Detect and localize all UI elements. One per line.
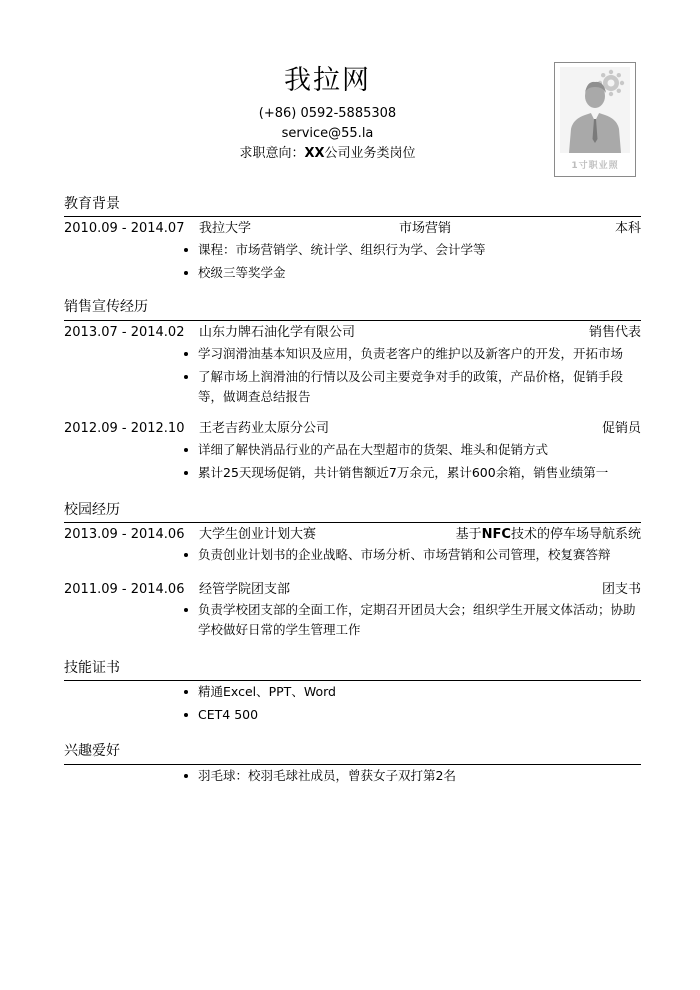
entry-date: 2011.09 - 2014.06 [64, 582, 185, 597]
education-bullets [179, 240, 641, 286]
entry-date: 2012.09 - 2012.10 [64, 421, 185, 436]
entry-role: 团支书 [601, 582, 641, 597]
sales-entry [64, 420, 641, 438]
entry-role: 销售代表 [588, 325, 641, 340]
job-intent [150, 145, 505, 163]
list-item: 累计25天现场促销，共计销售额近7万余元，累计600余箱，销售业绩第一 [179, 463, 641, 483]
photo-caption: 1寸职业照 [571, 161, 619, 171]
entry-date: 2010.09 - 2014.07 [64, 221, 185, 236]
entry-project: 基于NFC技术的停车场导航系统 [455, 527, 641, 542]
list-item: 了解市场上润滑油的行情以及公司主要竞争对手的政策，产品价格，促销手段等，做调查总结报告 [179, 367, 641, 407]
sales-entry [64, 324, 641, 342]
list-item: 负责学校团支部的全面工作，定期召开团员大会；组织学生开展文体活动；协助学校做好日常的学生管理工作 [179, 600, 641, 640]
campus-entry [64, 581, 641, 599]
bullet-dot-icon [184, 375, 188, 379]
sales-bullets [179, 440, 641, 486]
entry-organization: 王老吉药业太原分公司 [199, 421, 330, 436]
bullet-dot-icon [184, 352, 188, 356]
section-title-hobbies: 兴趣爱好 [64, 743, 120, 759]
bullet-dot-icon [184, 271, 188, 275]
list-item: 课程：市场营销学、统计学、组织行为学、会计学等 [179, 240, 641, 260]
phone-number: (+86) 0592-5885308 [258, 106, 397, 121]
section-divider [64, 680, 641, 681]
skills-bullets [179, 682, 641, 728]
job-intent-label: 求职意向： [239, 146, 305, 161]
section-divider [64, 216, 641, 217]
bullet-dot-icon [184, 553, 188, 557]
list-item: CET4 500 [179, 705, 641, 725]
bullet-dot-icon [184, 248, 188, 252]
entry-date: 2013.07 - 2014.02 [64, 325, 185, 340]
hobbies-bullets [179, 766, 641, 789]
profile-photo [554, 62, 636, 177]
list-item: 负责创业计划书的企业战略、市场分析、市场营销和公司管理，校复赛答辩 [179, 545, 641, 565]
bullet-dot-icon [184, 713, 188, 717]
entry-major: 市场营销 [399, 221, 452, 236]
education-entry [64, 220, 641, 238]
entry-degree: 本科 [614, 221, 641, 236]
section-title-skills: 技能证书 [64, 660, 120, 676]
section-title-sales: 销售宣传经历 [64, 299, 148, 315]
section-divider [64, 522, 641, 523]
list-item: 精通Excel、PPT、Word [179, 682, 641, 702]
section-title-campus: 校园经历 [64, 502, 120, 518]
campus-bullets [179, 600, 641, 643]
candidate-name: 我拉网 [284, 65, 371, 96]
campus-entry [64, 526, 641, 544]
list-item: 羽毛球：校羽毛球社成员，曾获女子双打第2名 [179, 766, 641, 786]
bullet-dot-icon [184, 448, 188, 452]
list-item: 学习润滑油基本知识及应用，负责老客户的维护以及新客户的开发，开拓市场 [179, 344, 641, 364]
section-title-education: 教育背景 [64, 196, 120, 212]
list-item: 详细了解快消品行业的产品在大型超市的货架、堆头和促销方式 [179, 440, 641, 460]
bullet-dot-icon [184, 471, 188, 475]
entry-organization: 山东力牌石油化学有限公司 [199, 325, 356, 340]
entry-organization: 我拉大学 [199, 221, 252, 236]
campus-bullets [179, 545, 641, 568]
list-item: 校级三等奖学金 [179, 263, 641, 283]
email-address: service@55.la [281, 126, 374, 141]
bullet-dot-icon [184, 608, 188, 612]
entry-organization: 经管学院团支部 [199, 582, 291, 597]
section-divider [64, 320, 641, 321]
entry-organization: 大学生创业计划大赛 [199, 527, 317, 542]
bullet-dot-icon [184, 690, 188, 694]
sales-bullets [179, 344, 641, 410]
entry-role: 促销员 [601, 421, 641, 436]
job-intent-company: XX [304, 146, 325, 161]
bullet-dot-icon [184, 774, 188, 778]
job-intent-position: 公司业务类岗位 [324, 146, 416, 161]
entry-date: 2013.09 - 2014.06 [64, 527, 185, 542]
section-divider [64, 764, 641, 765]
